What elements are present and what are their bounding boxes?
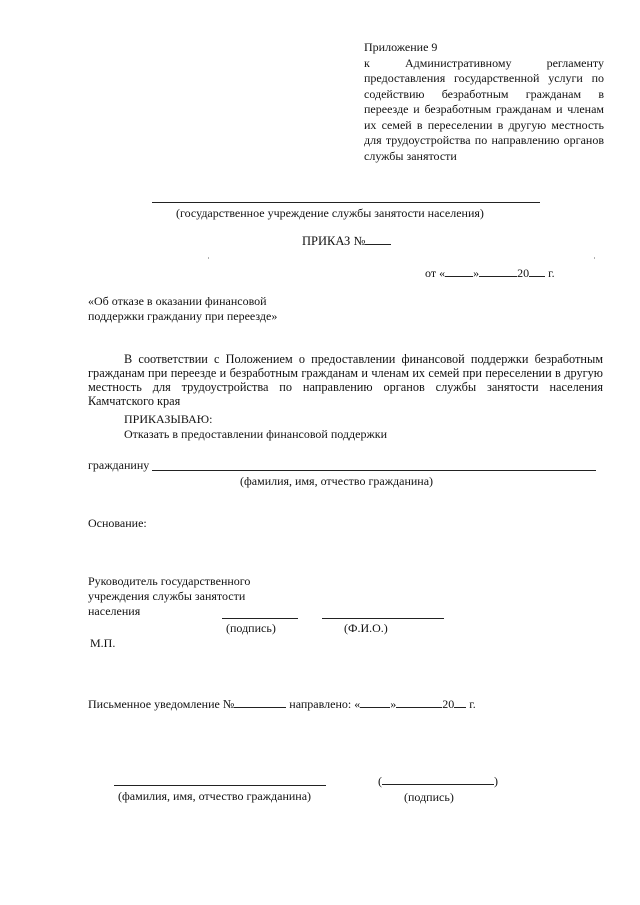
date-year: 20 xyxy=(517,266,530,280)
notice-number-blank xyxy=(234,697,286,708)
order-number-blank xyxy=(365,234,391,245)
paren-close: ) xyxy=(494,774,498,788)
refuse-text: Отказать в предоставлении финансовой поддержки xyxy=(124,427,388,441)
citizen-line xyxy=(152,470,596,471)
citizen-label: гражданину xyxy=(88,458,150,472)
paren-open: ( xyxy=(378,774,382,788)
body-text: В соответствии с Положением о предоставлении финансовой поддержки безработным гражданам при переезде и безработным гражданам и членам их семей при переселении в другую местность для трудоустройства по направлению органов службы занятости населения Камчатского края xyxy=(88,352,603,408)
institution-caption: (государственное учреждение службы занятости населения) xyxy=(176,206,484,220)
bottom-sign-caption: (подпись) xyxy=(404,790,454,804)
notice-close: » xyxy=(390,697,397,711)
head-line-2: учреждения службы занятости xyxy=(88,589,246,603)
notice-suffix: г. xyxy=(469,697,476,711)
year-blank xyxy=(529,266,545,277)
annex-title: Приложение 9 xyxy=(364,40,438,54)
subject-line-2: поддержки гражданиу при переезде» xyxy=(88,309,278,323)
basis-label: Основание: xyxy=(88,516,147,530)
order-word: ПРИКАЗЫВАЮ: xyxy=(124,412,213,426)
head-line-1: Руководитель государственного xyxy=(88,574,251,588)
month-blank xyxy=(479,266,517,277)
date-suffix: г. xyxy=(548,266,555,280)
head-sign-caption: (подпись) xyxy=(226,621,276,635)
annex-block xyxy=(364,40,604,164)
head-name-line xyxy=(322,618,444,619)
notice-line xyxy=(88,697,476,712)
order-title-text: ПРИКАЗ № xyxy=(302,234,366,248)
head-name-caption: (Ф.И.О.) xyxy=(344,621,388,635)
notice-prefix: Письменное уведомление № xyxy=(88,697,235,711)
notice-day-blank xyxy=(360,697,390,708)
notice-month-blank xyxy=(396,697,442,708)
body-paragraph xyxy=(88,352,603,408)
subject-line-1: «Об отказе в оказании финансовой xyxy=(88,294,267,308)
bottom-name-line xyxy=(114,785,326,786)
citizen-caption: (фамилия, имя, отчество гражданина) xyxy=(240,474,434,488)
bottom-name-caption: (фамилия, имя, отчество гражданина) xyxy=(118,789,312,803)
bottom-sign xyxy=(378,774,498,789)
head-title xyxy=(88,574,250,619)
notice-mid: направлено: « xyxy=(289,697,361,711)
notice-year: 20 xyxy=(442,697,455,711)
institution-line xyxy=(152,202,540,203)
scan-mark: ʾ xyxy=(593,256,596,266)
order-subject xyxy=(88,294,277,324)
date-mid: » xyxy=(473,266,480,280)
stamp-label: М.П. xyxy=(90,636,116,650)
scan-mark: ʾ xyxy=(207,256,210,266)
notice-year-blank xyxy=(454,697,466,708)
head-sign-line xyxy=(222,618,298,619)
bottom-sign-blank xyxy=(382,774,494,785)
head-line-3: населения xyxy=(88,604,141,618)
date-prefix: от « xyxy=(425,266,446,280)
annex-text: к Административному регламенту предоставления государственной услуги по содействию безработным гражданам в переезде и безработным гражданам и членам их семей в переселении в другую местность для трудоустройства по направлению органов службы занятости xyxy=(364,55,604,163)
order-date xyxy=(425,266,555,281)
order-title xyxy=(302,234,391,249)
day-blank xyxy=(445,266,473,277)
